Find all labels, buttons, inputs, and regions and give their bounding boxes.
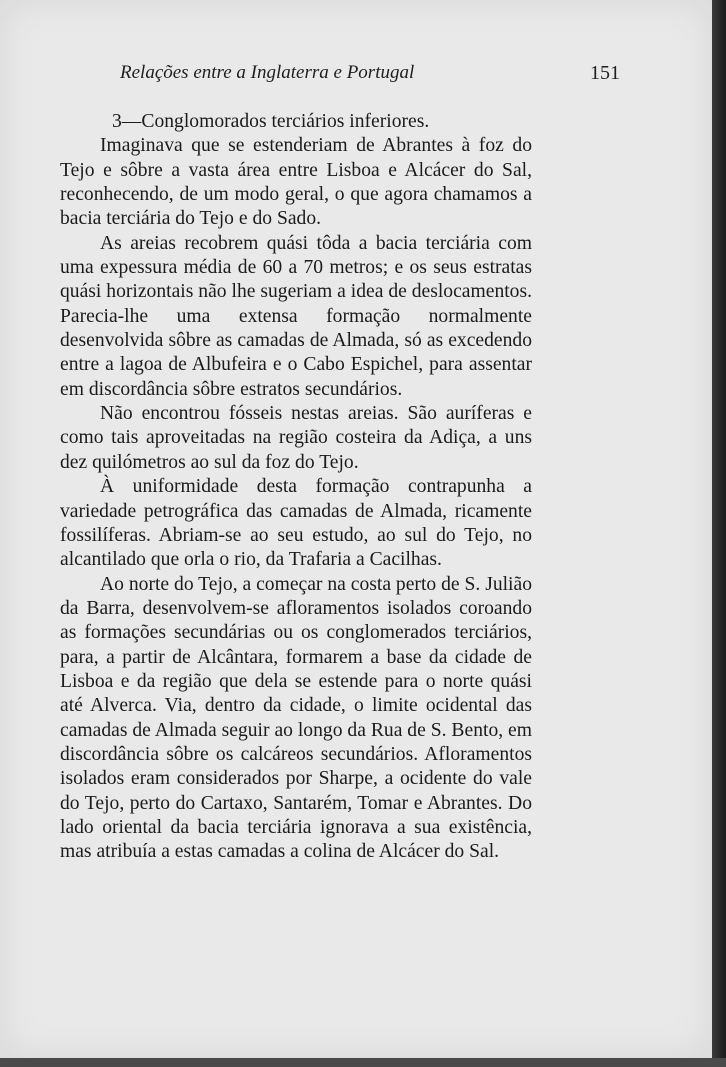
page-edge-bottom (0, 1058, 726, 1067)
paragraph: À uniformidade desta formação contrapunha a variedade petrográfica das camadas de Almada, ricamente fossilíferas. Abriam-se ao seu estudo, ao sul do Tejo, no alcantilado que orla o rio, da Trafaria a Cacilhas. (60, 476, 532, 571)
paragraph: As areias recobrem quási tôda a bacia terciária com uma expessura média de 60 a 70 metros; e os seus estratas quási horizontais não lhe sugeriam a idea de deslocamentos. Parecia-lhe uma extensa formação normalmente desenvolvida sôbre as camadas de Almada, só as excedendo entre a lagoa de Albufeira e o Cabo Espichel, para assentar em discordância sôbre estratos secundários. (60, 232, 532, 400)
paragraph: Imaginava que se estenderiam de Abrantes à foz do Tejo e sôbre a vasta área entre Lisboa e Alcácer do Sal, reconhecendo, de um modo geral, o que agora chamamos a bacia terciária do Tejo e do Sado. (60, 135, 532, 230)
page-header (60, 62, 660, 92)
section-heading: 3—Conglomorados terciários inferiores. (112, 111, 430, 132)
page-number: 151 (590, 62, 620, 84)
paragraph: Não encontrou fósseis nestas areias. São auríferas e como tais aproveitadas na região costeira da Adiça, a uns dez quilómetros ao sul da foz do Tejo. (60, 403, 532, 473)
paragraph: Ao norte do Tejo, a começar na costa perto de S. Julião da Barra, desenvolvem-se afloramentos isolados coroando as formações secundárias ou os conglomerados terciários, para, a partir de Alcântara, formarem a base da cidade de Lisboa e da região que dela se estende para o norte quási até Alverca. Via, dentro da cidade, o limite ocidental das camadas de Almada seguir ao longo da Rua de S. Bento, em discordância sôbre os calcáreos secundários. Afloramentos isolados eram considerados por Sharpe, a ocidente do vale do Tejo, perto do Cartaxo, Santarém, Tomar e Abrantes. Do lado oriental da bacia terciária ignorava a sua existência, mas atribuía a estas camadas a colina de Alcácer do Sal. (60, 573, 532, 863)
running-title: Relações entre a Inglaterra e Portugal (120, 62, 415, 83)
page-edge-right (712, 0, 726, 1067)
body-text (60, 110, 532, 865)
